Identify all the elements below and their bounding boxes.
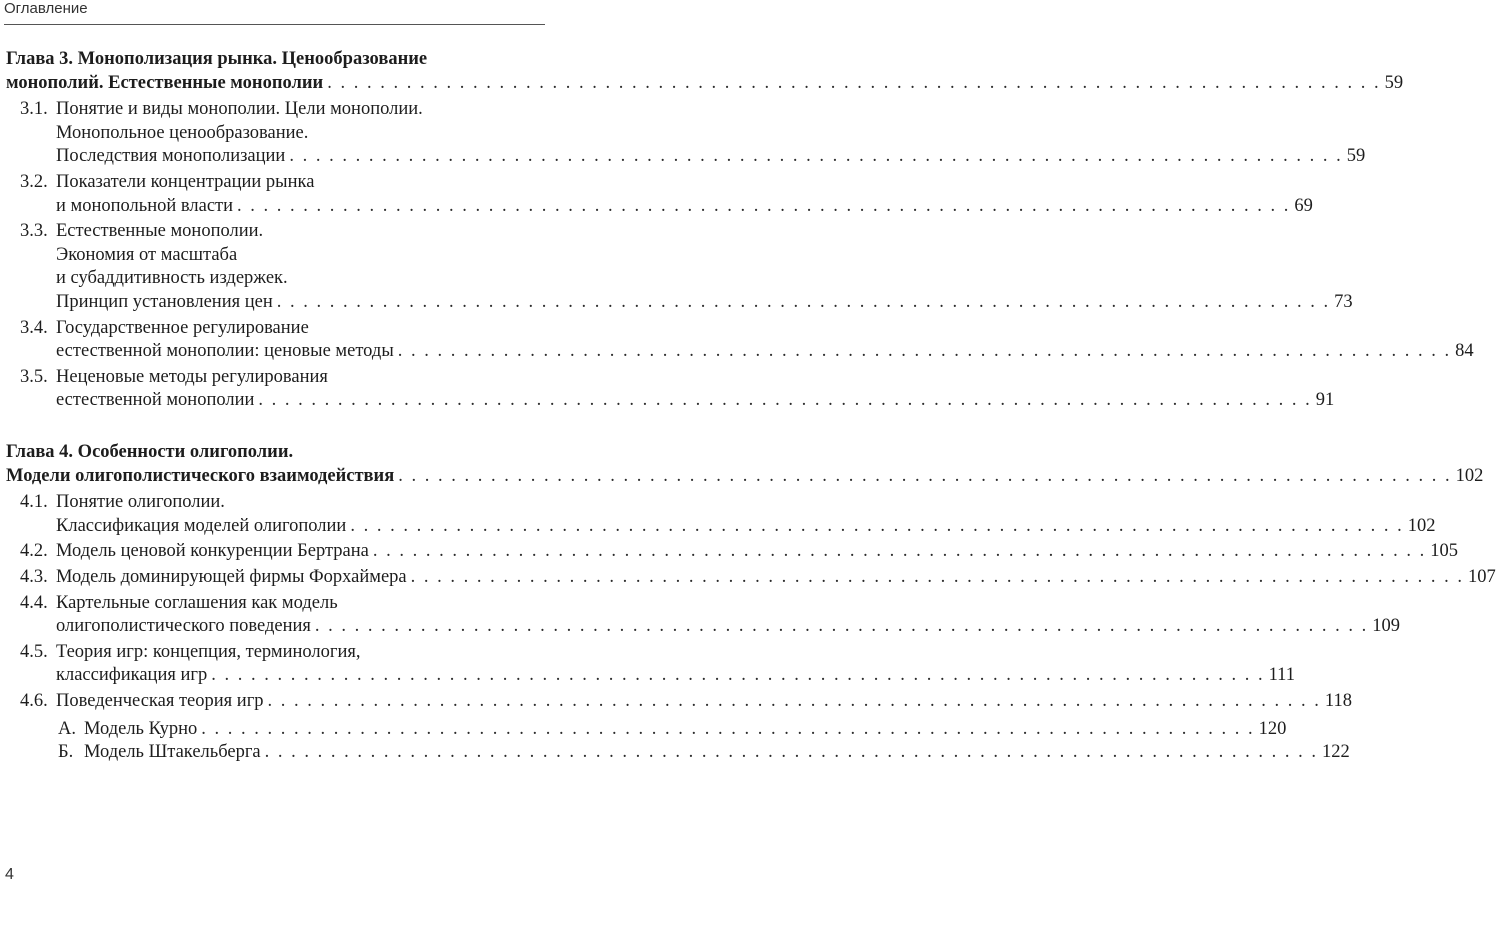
- dot-leader: . . . . . . . . . . . . . . . . . . . . . . . . . . . . . . . . . . . . . . . . . . . . . . . . . . . . . . . . . . . . . . . . . . . . . . . . . . . . . . . .: [276, 292, 1331, 312]
- dot-leader: . . . . . . . . . . . . . . . . . . . . . . . . . . . . . . . . . . . . . . . . . . . . . . . . . . . . . . . . . . . . . . . . . . . . . . . . . . . . . . . .: [372, 541, 1427, 562]
- chapter-page-number: 102: [1455, 465, 1484, 486]
- page-number: 4: [5, 866, 14, 883]
- section-number: 4.1.: [20, 492, 48, 513]
- section-page-number: 107: [1468, 567, 1496, 587]
- section-page-number: 111: [1268, 665, 1295, 686]
- section-title-line[interactable]: Государственное регулирование: [56, 317, 309, 338]
- section-page-number: 59: [1346, 146, 1366, 167]
- dot-leader: . . . . . . . . . . . . . . . . . . . . . . . . . . . . . . . . . . . . . . . . . . . . . . . . . . . . . . . . . . . . . . . . . . . . . . . . . . . . . . . .: [410, 567, 1465, 587]
- dot-leader: . . . . . . . . . . . . . . . . . . . . . . . . . . . . . . . . . . . . . . . . . . . . . . . . . . . . . . . . . . . . . . . . . . . . . . . . . . . . . . . .: [327, 72, 1381, 93]
- section-entry-row[interactable]: [56, 195, 1313, 218]
- section-title-line: естественной монополии: [56, 390, 255, 411]
- subsection-title-line: Модель Курно: [84, 718, 198, 739]
- section-entry-row[interactable]: [56, 145, 1366, 168]
- section-page-number: 102: [1407, 515, 1436, 536]
- section-title-line: Последствия монополизации: [56, 146, 286, 167]
- section-entry-row[interactable]: [56, 340, 1474, 363]
- section-title-line[interactable]: Монопольное ценообразование.: [56, 122, 309, 143]
- subsection-title-line: Модель Штакельберга: [84, 742, 261, 763]
- section-title-line[interactable]: Показатели концентрации рынка: [56, 172, 315, 192]
- section-page-number: 91: [1315, 390, 1335, 411]
- dot-leader: . . . . . . . . . . . . . . . . . . . . . . . . . . . . . . . . . . . . . . . . . . . . . . . . . . . . . . . . . . . . . . . . . . . . . . . . . . . . . . . .: [398, 465, 1452, 486]
- chapter-entry-row[interactable]: [6, 72, 1404, 95]
- section-number: 3.5.: [20, 366, 48, 387]
- subsection-number: А.: [58, 718, 76, 739]
- section-title-line: естественной монополии: ценовые методы: [56, 341, 394, 362]
- subsection-page-number: 120: [1258, 718, 1287, 739]
- subsection-entry-row[interactable]: [84, 718, 1287, 741]
- section-title-line[interactable]: и субаддитивность издержек.: [56, 268, 288, 289]
- section-entry-row[interactable]: [56, 615, 1401, 638]
- section-entry-row[interactable]: [56, 566, 1496, 589]
- dot-leader: . . . . . . . . . . . . . . . . . . . . . . . . . . . . . . . . . . . . . . . . . . . . . . . . . . . . . . . . . . . . . . . . . . . . . . . . . . . . . . . .: [289, 146, 1343, 167]
- section-page-number: 84: [1455, 341, 1474, 362]
- section-title-line[interactable]: Понятие и виды монополии. Цели монополии.: [56, 99, 423, 120]
- chapter-entry-row[interactable]: [6, 465, 1484, 488]
- section-number: 4.5.: [20, 641, 48, 662]
- section-number: 4.4.: [20, 592, 48, 613]
- subsection-entry-row[interactable]: [84, 741, 1350, 764]
- chapter-title-line: монополий. Естественные монополии: [6, 72, 324, 93]
- section-number: 4.6.: [20, 691, 48, 711]
- section-number: 3.1.: [20, 99, 48, 120]
- dot-leader: . . . . . . . . . . . . . . . . . . . . . . . . . . . . . . . . . . . . . . . . . . . . . . . . . . . . . . . . . . . . . . . . . . . . . . . . . . . . . . . .: [264, 742, 1319, 763]
- subsection-number: Б.: [58, 742, 74, 763]
- chapter-title-line[interactable]: Глава 4. Особенности олигополии.: [6, 442, 294, 462]
- section-title-line: олигополистического поведения: [56, 616, 311, 637]
- section-page-number: 109: [1372, 616, 1401, 637]
- section-number: 3.3.: [20, 221, 48, 242]
- chapter-page-number: 59: [1384, 72, 1404, 93]
- section-title-line[interactable]: Понятие олигополии.: [56, 492, 225, 513]
- section-entry-row[interactable]: [56, 540, 1458, 563]
- chapter-title-line[interactable]: Глава 3. Монополизация рынка. Ценообразование: [6, 49, 428, 69]
- section-page-number: 73: [1334, 292, 1353, 312]
- section-page-number: 69: [1294, 195, 1313, 216]
- dot-leader: . . . . . . . . . . . . . . . . . . . . . . . . . . . . . . . . . . . . . . . . . . . . . . . . . . . . . . . . . . . . . . . . . . . . . . . . . . . . . . . .: [397, 341, 1452, 362]
- section-number: 4.2.: [20, 541, 48, 562]
- section-title-line: Классификация моделей олигополии: [56, 515, 347, 536]
- section-title-line: Принцип установления цен: [56, 292, 273, 312]
- dot-leader: . . . . . . . . . . . . . . . . . . . . . . . . . . . . . . . . . . . . . . . . . . . . . . . . . . . . . . . . . . . . . . . . . . . . . . . . . . . . . . . .: [267, 691, 1321, 711]
- section-title-line[interactable]: Теория игр: концепция, терминология,: [56, 641, 361, 662]
- section-number: 3.4.: [20, 317, 48, 338]
- dot-leader: . . . . . . . . . . . . . . . . . . . . . . . . . . . . . . . . . . . . . . . . . . . . . . . . . . . . . . . . . . . . . . . . . . . . . . . . . . . . . . . .: [258, 390, 1312, 411]
- section-entry-row[interactable]: [56, 515, 1436, 538]
- section-title-line[interactable]: Картельные соглашения как модель: [56, 592, 338, 613]
- section-number: 3.2.: [20, 172, 48, 192]
- section-page-number: 105: [1430, 541, 1458, 562]
- section-title-line[interactable]: Экономия от масштаба: [56, 244, 238, 265]
- section-title-line: классификация игр: [56, 665, 208, 686]
- section-entry-row[interactable]: [56, 690, 1352, 713]
- section-page-number: 118: [1324, 691, 1352, 711]
- section-title-line: Модель ценовой конкуренции Бертрана: [56, 541, 369, 562]
- section-title-line: и монопольной власти: [56, 195, 234, 216]
- section-entry-row[interactable]: [56, 389, 1335, 412]
- section-title-line: Модель доминирующей фирмы Форхаймера: [56, 567, 407, 587]
- running-header: Оглавление: [4, 0, 88, 17]
- chapter-title-line: Модели олигополистического взаимодействия: [6, 465, 395, 486]
- section-number: 4.3.: [20, 567, 48, 587]
- section-title-line: Поведенческая теория игр: [56, 691, 264, 711]
- section-entry-row[interactable]: [56, 664, 1295, 687]
- section-entry-row[interactable]: [56, 291, 1353, 314]
- dot-leader: . . . . . . . . . . . . . . . . . . . . . . . . . . . . . . . . . . . . . . . . . . . . . . . . . . . . . . . . . . . . . . . . . . . . . . . . . . . . . . . .: [201, 718, 1255, 739]
- subsection-page-number: 122: [1322, 742, 1350, 763]
- dot-leader: . . . . . . . . . . . . . . . . . . . . . . . . . . . . . . . . . . . . . . . . . . . . . . . . . . . . . . . . . . . . . . . . . . . . . . . . . . . . . . . .: [314, 616, 1369, 637]
- dot-leader: . . . . . . . . . . . . . . . . . . . . . . . . . . . . . . . . . . . . . . . . . . . . . . . . . . . . . . . . . . . . . . . . . . . . . . . . . . . . . . . .: [350, 515, 1404, 536]
- section-title-line[interactable]: Естественные монополии.: [56, 221, 264, 242]
- section-title-line[interactable]: Неценовые методы регулирования: [56, 366, 328, 387]
- dot-leader: . . . . . . . . . . . . . . . . . . . . . . . . . . . . . . . . . . . . . . . . . . . . . . . . . . . . . . . . . . . . . . . . . . . . . . . . . . . . . . . .: [237, 195, 1291, 216]
- dot-leader: . . . . . . . . . . . . . . . . . . . . . . . . . . . . . . . . . . . . . . . . . . . . . . . . . . . . . . . . . . . . . . . . . . . . . . . . . . . . . . . .: [211, 665, 1265, 686]
